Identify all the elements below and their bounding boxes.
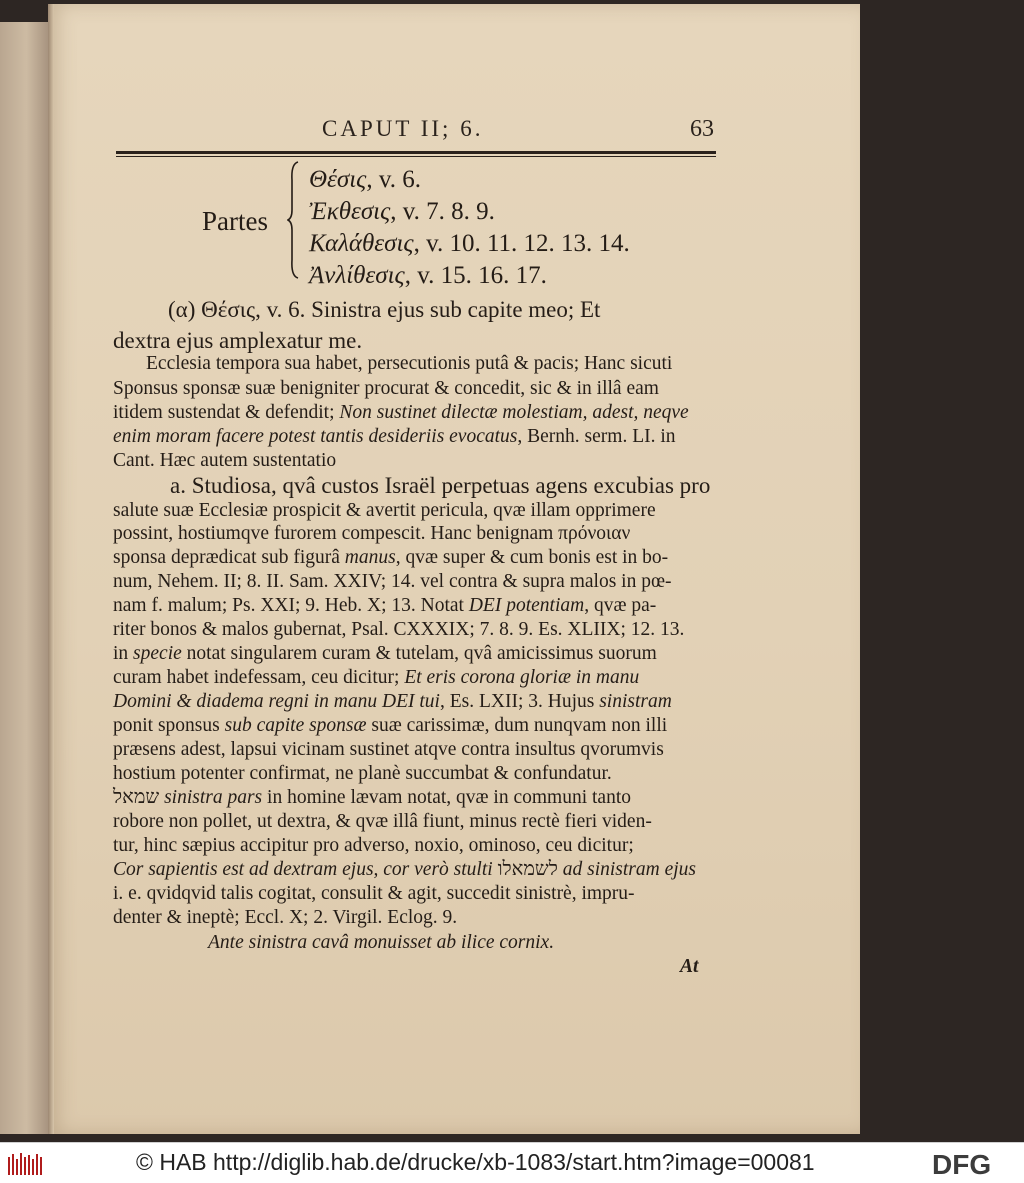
part-antithesis: Ἀνλίθεσις, v. 15. 16. 17. <box>309 262 547 289</box>
header-rule <box>116 151 716 154</box>
text-line: tur, hinc sæpius accipitur pro adverso, noxio, ominoso, ceu dicitur; <box>113 835 634 856</box>
hebrew-word: לשמאלו <box>497 859 558 880</box>
hab-library-logo-icon <box>6 1151 46 1177</box>
page-number: 63 <box>690 116 714 142</box>
text-line: a. Studiosa, qvâ custos Israël perpetuas agens excubias pro <box>170 473 711 498</box>
text-line: curam habet indefessam, ceu dicitur; Et eris corona gloriæ in manu <box>113 667 640 688</box>
part-thesis: Θέσις, v. 6. <box>309 166 421 193</box>
text-line: num, Nehem. II; 8. II. Sam. XXIV; 14. vel contra & supra malos in pœ- <box>113 571 672 592</box>
text-line: hostium potenter confirmat, ne planè succumbat & confundatur. <box>113 763 612 784</box>
text-line: Cant. Hæc autem sustentatio <box>113 450 337 471</box>
header-rule-thin <box>116 156 716 157</box>
text-line: Ecclesia tempora sua habet, persecutionis putâ & pacis; Hanc sicuti <box>146 353 673 374</box>
text-line: itidem sustendat & defendit; Non sustinet dilectæ molestiam, adest, neqve <box>113 402 689 423</box>
dfg-logo-icon <box>932 1150 1018 1178</box>
text-line: enim moram facere potest tantis desideriis evocatus, Bernh. serm. LI. in <box>113 426 676 447</box>
partes-label: Partes <box>202 206 268 236</box>
footer-bar <box>0 1142 1024 1183</box>
text-line: ponit sponsus sub capite sponsæ suæ carissimæ, dum nunqvam non illi <box>113 715 668 736</box>
part-catathesis: Καλάθεσις, v. 10. 11. 12. 13. 14. <box>309 230 630 257</box>
text-line: riter bonos & malos gubernat, Psal. CXXXIX; 7. 8. 9. Es. XLIIX; 12. 13. <box>113 619 685 640</box>
curly-brace-icon <box>287 160 299 280</box>
footer-copyright-link[interactable]: © HAB http://diglib.hab.de/drucke/xb-1083/start.htm?image=00081 <box>136 1149 815 1175</box>
text-line: robore non pollet, ut dextra, & qvæ illâ fiunt, minus rectè fieri viden- <box>113 811 652 832</box>
hebrew-word: שמאל <box>113 787 160 808</box>
text-line: Domini & diadema regni in manu DEI tui, Es. LXII; 3. Hujus sinistram <box>113 691 672 712</box>
text-line: salute suæ Ecclesiæ prospicit & avertit pericula, qvæ illam opprimere <box>113 500 656 521</box>
text-line: Sponsus sponsæ suæ benigniter procurat & concedit, sic & in illâ eam <box>113 378 659 399</box>
text-line: nam f. malum; Ps. XXI; 9. Heb. X; 13. Notat DEI potentiam, qvæ pa- <box>113 595 657 616</box>
text-line: præsens adest, lapsui vicinam sustinet atqve contra insultus qvorumvis <box>113 739 664 760</box>
running-title: CAPUT II; 6. <box>322 116 484 141</box>
text-line: denter & ineptè; Eccl. X; 2. Virgil. Eclog. 9. <box>113 907 458 928</box>
text-line: Cor sapientis est ad dextram ejus, cor verò stulti לשמאלו ad sinistram ejus <box>113 859 697 880</box>
text-line: possint, hostiumqve furorem compescit. Hanc benignam πρόνοιαν <box>113 523 631 544</box>
verse-quote: Ante sinistra cavâ monuisset ab ilice cornix. <box>208 932 555 953</box>
text-line: i. e. qvidqvid talis cogitat, consulit & agit, succedit sinistrè, impru- <box>113 883 635 904</box>
svg-text:DFG: DFG <box>932 1150 992 1178</box>
previous-page-edge <box>0 22 48 1134</box>
catchword: At <box>680 956 699 977</box>
text-line: שמאל sinistra pars in homine lævam notat, qvæ in communi tanto <box>113 787 631 808</box>
text-line: sponsa deprædicat sub figurâ manus, qvæ super & cum bonis est in bo- <box>113 547 669 568</box>
text-line: dextra ejus amplexatur me. <box>113 328 363 353</box>
text-line: in specie notat singularem curam & tutelam, qvâ amicissimus suorum <box>113 643 657 664</box>
book-page <box>48 4 860 1134</box>
page-gutter <box>48 4 54 1134</box>
part-ecthesis: Ἐκθεσις, v. 7. 8. 9. <box>309 198 495 225</box>
text-line: (α) Θέσις, v. 6. Sinistra ejus sub capite meo; Et <box>168 297 601 322</box>
